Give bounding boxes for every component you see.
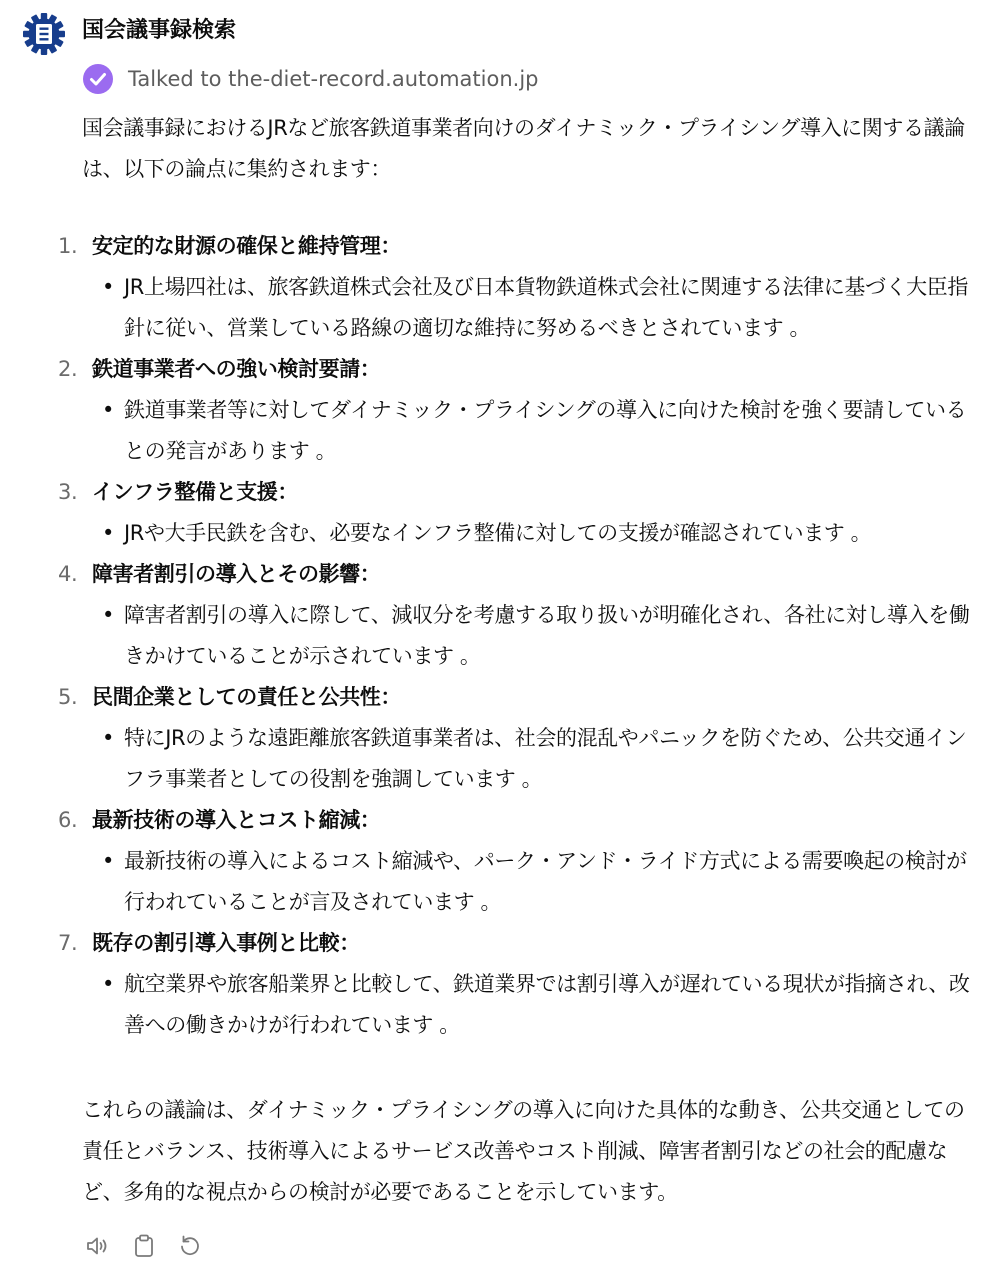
detail-text: 鉄道事業者等に対してダイナミック・プライシングの導入に向けた検討を強く要請しているとの発言があります 。 xyxy=(124,398,967,463)
list-number: 7. xyxy=(58,931,78,955)
bullet: • xyxy=(102,726,114,750)
point-title: 鉄道事業者への強い検討要請： xyxy=(92,357,381,381)
diet-record-gear-icon xyxy=(22,12,66,56)
summary-paragraph: これらの議論は、ダイナミック・プライシングの導入に向けた具体的な動き、公共交通としての責任とバランス、技術導入によるサービス改善やコスト削減、障害者割引などの社会的配慮など、多角的な視点からの検討が必要であることを示しています。 xyxy=(82,1098,965,1204)
detail-list xyxy=(92,718,982,800)
tool-call-status[interactable] xyxy=(82,62,539,96)
point-title: インフラ整備と支援： xyxy=(92,480,298,504)
list-item xyxy=(58,800,982,923)
list-item xyxy=(58,677,982,800)
detail-list xyxy=(92,841,982,923)
detail-text: 障害者割引の導入に際して、減収分を考慮する取り扱いが明確化され、各社に対し導入を働きかけていることが示されています 。 xyxy=(124,603,970,668)
detail-text: 最新技術の導入によるコスト縮減や、パーク・アンド・ライド方式による需要喚起の検討が行われていることが言及されています 。 xyxy=(124,849,967,914)
check-circle-icon xyxy=(82,63,114,95)
speaker-icon xyxy=(85,1233,111,1259)
points-list xyxy=(58,226,982,1046)
bullet: • xyxy=(102,398,114,422)
detail-list xyxy=(92,595,982,677)
gpt-name: 国会議事録検索 xyxy=(82,18,237,43)
read-aloud-button[interactable] xyxy=(80,1230,116,1262)
regenerate-button[interactable] xyxy=(172,1230,208,1262)
detail-item xyxy=(102,718,976,800)
detail-list xyxy=(92,267,982,349)
bullet: • xyxy=(102,521,114,545)
list-item xyxy=(58,923,982,1046)
tool-status-text: Talked to the-diet-record.automation.jp xyxy=(128,67,539,91)
list-number: 4. xyxy=(58,562,78,586)
regenerate-icon xyxy=(177,1233,203,1259)
response-content xyxy=(58,108,982,1213)
detail-item xyxy=(102,513,976,554)
list-number: 3. xyxy=(58,480,78,504)
intro-paragraph: 国会議事録におけるJRなど旅客鉄道事業者向けのダイナミック・プライシング導入に関する議論は、以下の論点に集約されます： xyxy=(82,116,965,181)
detail-list xyxy=(92,964,982,1046)
bullet: • xyxy=(102,603,114,627)
list-number: 1. xyxy=(58,234,78,258)
detail-text: JR上場四社は、旅客鉄道株式会社及び日本貨物鉄道株式会社に関連する法律に基づく大臣指針に従い、営業している路線の適切な維持に努めるべきとされています 。 xyxy=(124,275,968,340)
detail-list xyxy=(92,390,982,472)
point-title: 既存の割引導入事例と比較： xyxy=(92,931,360,955)
detail-item xyxy=(102,964,976,1046)
detail-item xyxy=(102,841,976,923)
list-item xyxy=(58,554,982,677)
list-item xyxy=(58,226,982,349)
bullet: • xyxy=(102,849,114,873)
point-title: 民間企業としての責任と公共性： xyxy=(92,685,401,709)
bullet: • xyxy=(102,972,114,996)
copy-button[interactable] xyxy=(126,1230,162,1262)
detail-list xyxy=(92,513,982,554)
message-actions xyxy=(80,1230,208,1262)
detail-item xyxy=(102,595,976,677)
point-title: 最新技術の導入とコスト縮減： xyxy=(92,808,381,832)
list-number: 2. xyxy=(58,357,78,381)
list-number: 6. xyxy=(58,808,78,832)
detail-text: 特にJRのような遠距離旅客鉄道事業者は、社会的混乱やパニックを防ぐため、公共交通インフラ事業者としての役割を強調しています 。 xyxy=(124,726,967,791)
list-item xyxy=(58,472,982,554)
clipboard-icon xyxy=(131,1233,157,1259)
list-number: 5. xyxy=(58,685,78,709)
bullet: • xyxy=(102,275,114,299)
detail-text: 航空業界や旅客船業界と比較して、鉄道業界では割引導入が遅れている現状が指摘され、改善への働きかけが行われています 。 xyxy=(124,972,970,1037)
detail-item xyxy=(102,267,976,349)
list-item xyxy=(58,349,982,472)
detail-text: JRや大手民鉄を含む、必要なインフラ整備に対しての支援が確認されています 。 xyxy=(124,521,872,545)
point-title: 安定的な財源の確保と維持管理： xyxy=(92,234,401,258)
point-title: 障害者割引の導入とその影響： xyxy=(92,562,381,586)
detail-item xyxy=(102,390,976,472)
